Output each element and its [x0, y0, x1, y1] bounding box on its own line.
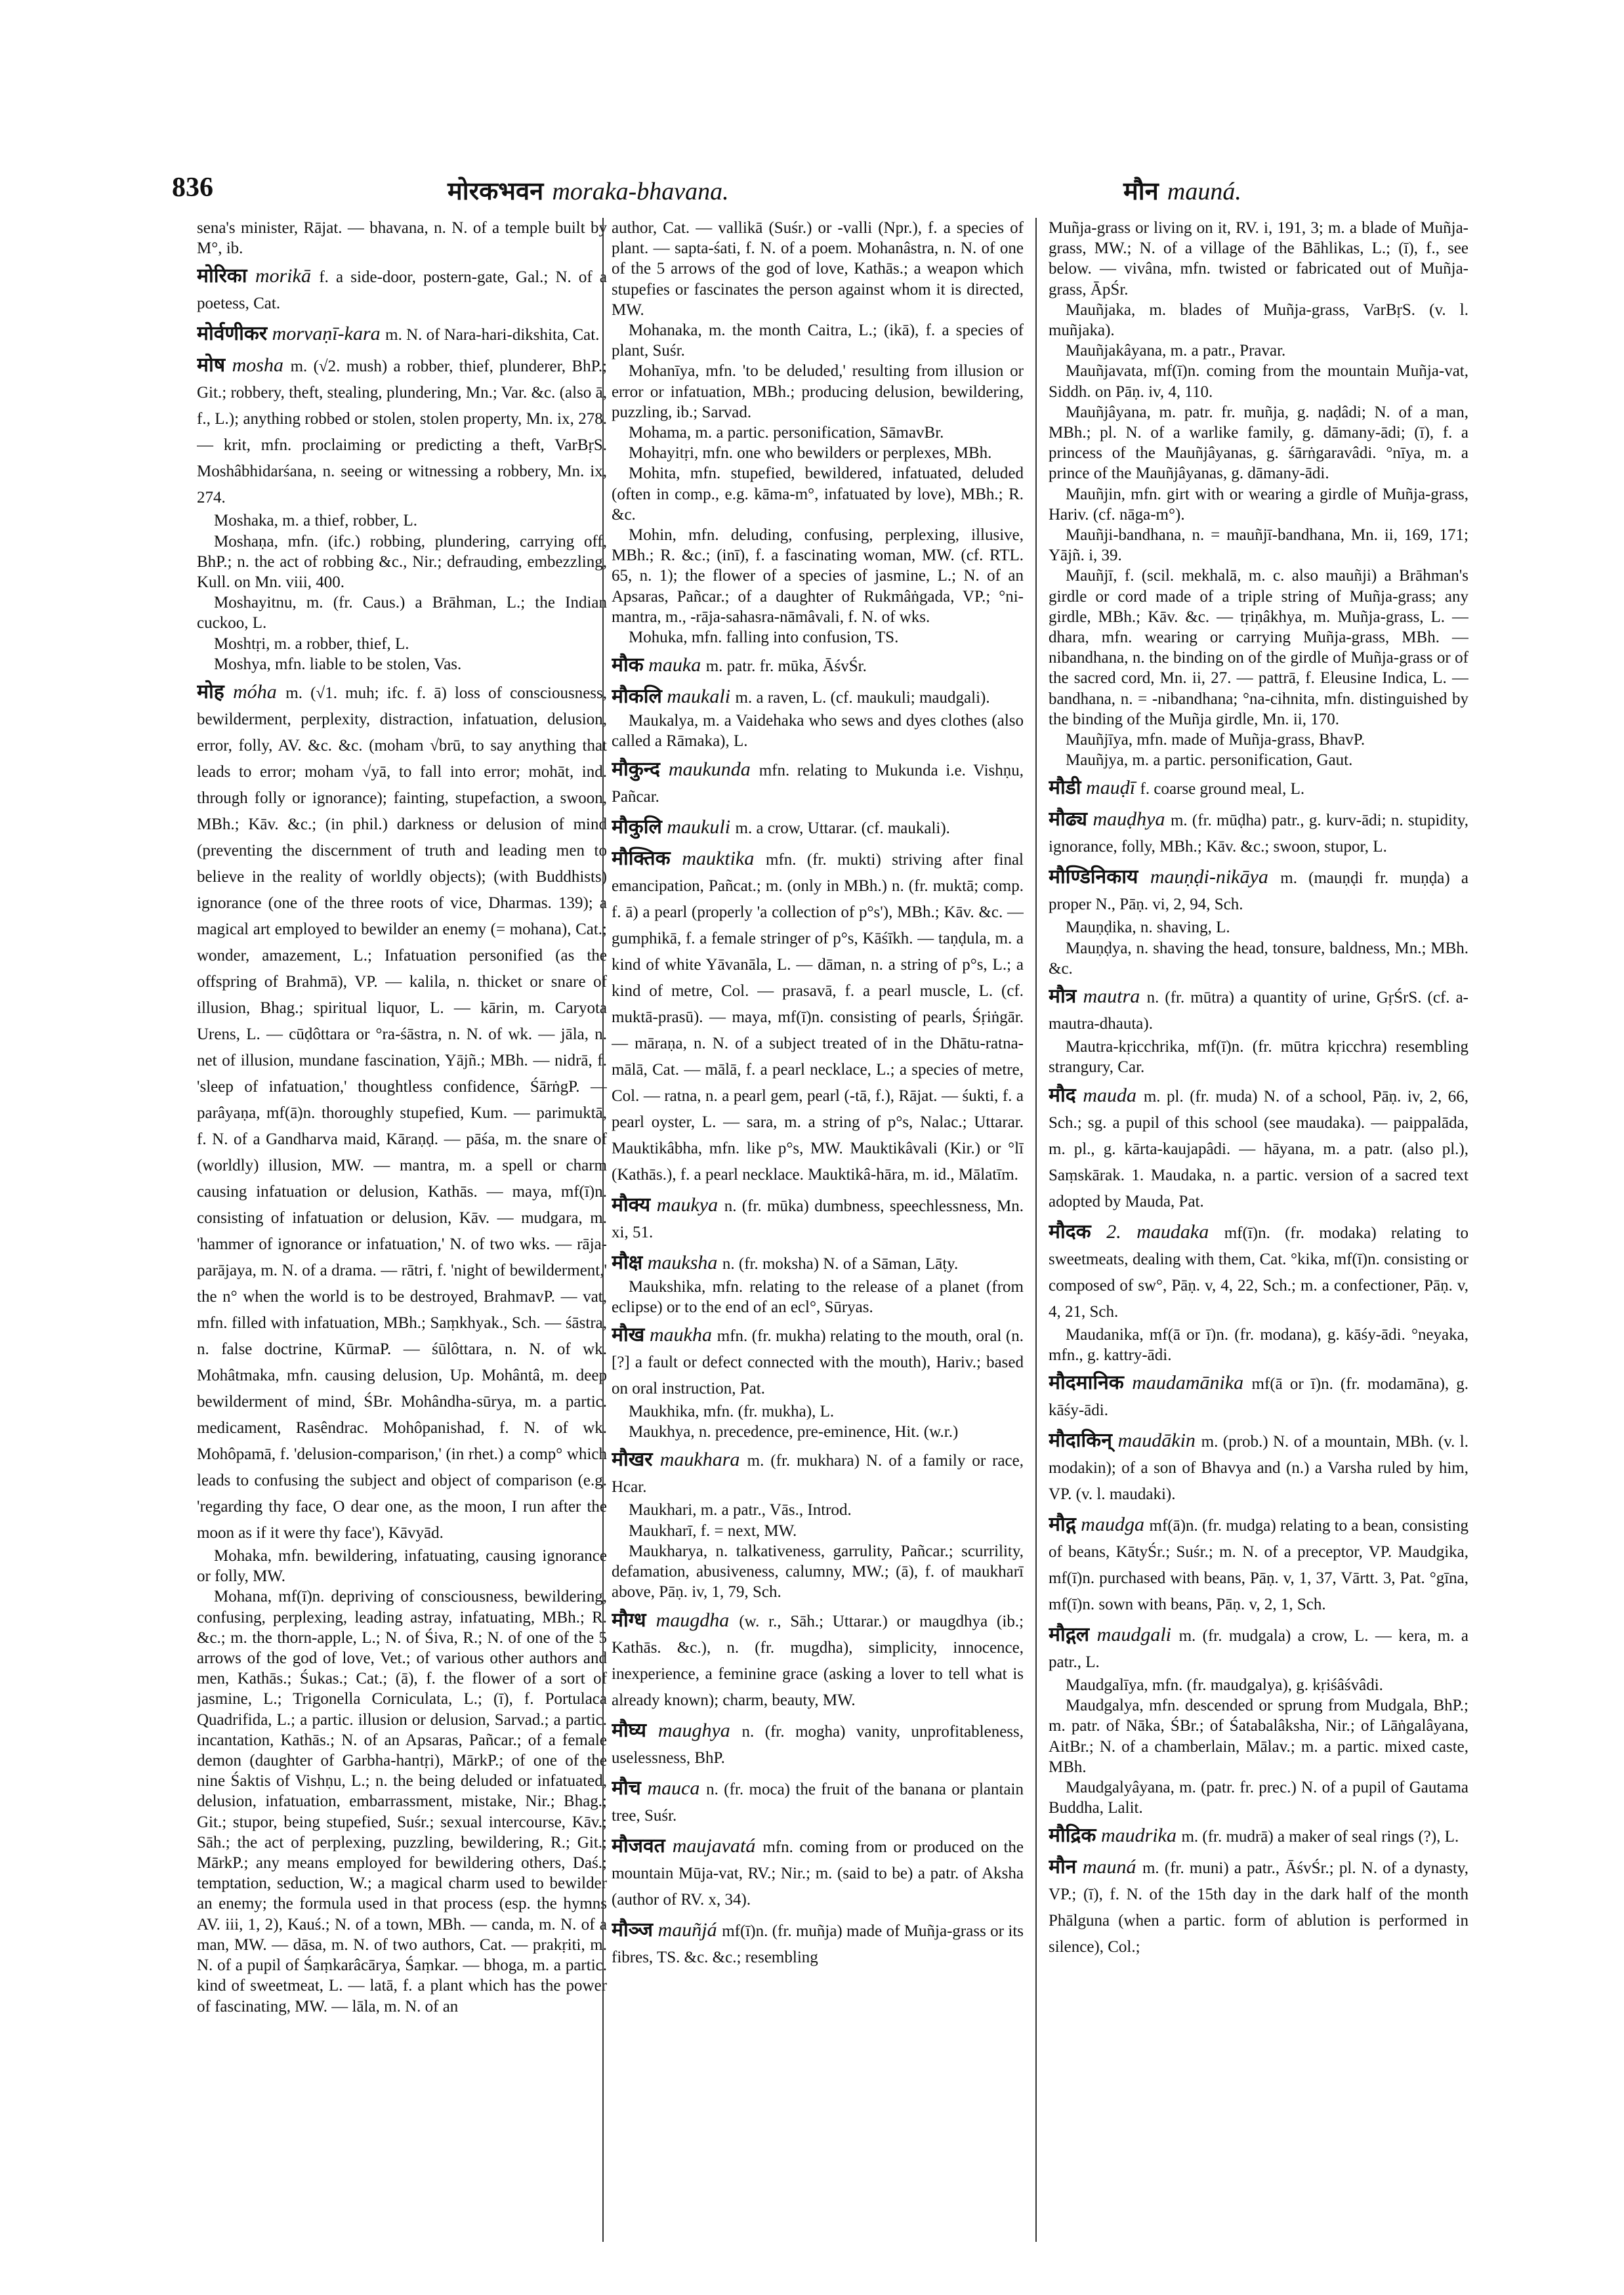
entry-text: Mauñjavata, mf(ī)n. coming from the mountain Muñja-vat, Siddh. on Pāṇ. iv, 4, 110.: [1049, 362, 1468, 401]
entry-definition: n. (fr. moksha) N. of a Sāman, Lāṭy.: [722, 1254, 959, 1273]
dictionary-entry: [197, 1546, 607, 1586]
dictionary-entry: [1049, 341, 1468, 361]
headword-transliteration: maudamānika: [1132, 1371, 1244, 1394]
entry-definition: mf(ī)n. (fr. modaka) relating to sweetmeats, dealing with them, Cat. °kika, mf(ī)n. consisting or composed of sw°, Pāṇ. v, 4, 22, Sch.; m. a confectioner, Pāṇ. v, 4, 21, Sch.: [1049, 1224, 1468, 1321]
dictionary-entry: [1049, 402, 1468, 484]
headword-devanagari: मोष: [197, 354, 226, 377]
headword-transliteration: mauktika: [682, 847, 755, 869]
headword-transliteration: mauṇḍi-nikāya: [1150, 866, 1268, 888]
headword-transliteration: mauḍī: [1086, 777, 1136, 799]
dictionary-entry: [1049, 1855, 1468, 1960]
dictionary-entry: [197, 264, 607, 316]
dictionary-entry: [612, 627, 1024, 648]
column-2: [612, 218, 1024, 2252]
headword-transliteration: maukunda: [668, 758, 751, 780]
entry-text: Mohanaka, m. the month Caitra, L.; (ikā), f. a species of plant, Suśr.: [612, 321, 1024, 360]
dictionary-entry: [612, 1422, 1024, 1442]
headword-devanagari: मौण्डिनिकाय: [1049, 865, 1138, 889]
headword-transliteration: maukuli: [667, 816, 731, 838]
entry-text: Maukharī, f. = next, MW.: [629, 1521, 797, 1540]
headword-devanagari: मौत्र: [1049, 985, 1077, 1008]
entry-text: Mauñjya, m. a partic. personification, Gaut.: [1066, 751, 1353, 770]
headword-devanagari: मोह: [197, 680, 224, 704]
dictionary-entry: [1049, 730, 1468, 750]
entry-definition: m. a crow, Uttarar. (cf. maukali).: [735, 819, 950, 837]
entry-text: Mautra-kṛicchrika, mf(ī)n. (fr. mūtra kṛicchra) resembling strangury, Car.: [1049, 1038, 1468, 1077]
headword-devanagari: मोरिका: [197, 264, 247, 288]
headword-devanagari: मोर्वणीकर: [197, 322, 268, 346]
entry-text: Mauṇḍika, n. shaving, L.: [1066, 919, 1230, 937]
entry-definition: m. a raven, L. (cf. maukuli; maudgali).: [735, 689, 990, 707]
dictionary-entry: [612, 815, 1024, 841]
headword-transliteration: maudākin: [1117, 1429, 1196, 1451]
entry-text: Mauñjīya, mfn. made of Muñja-grass, BhavP.: [1066, 731, 1365, 749]
running-head-left: [448, 173, 729, 207]
entry-text: Mohanīya, mfn. 'to be deluded,' resulting from illusion or error or infatuation, MBh.; producing delusion, bewildering, puzzling, ib.; Sarvad.: [612, 362, 1024, 421]
dictionary-entry: [197, 1586, 607, 2016]
dictionary-entry: [1049, 1083, 1468, 1214]
entry-definition: m. (mauṇḍi fr. muṇḍa) a proper N., Pāṇ. vi, 2, 94, Sch.: [1049, 869, 1468, 914]
dictionary-entry: [197, 353, 607, 510]
dictionary-entry: [1049, 984, 1468, 1037]
headword-devanagari: मौच: [612, 1776, 641, 1800]
column-1: [197, 218, 607, 2252]
headword-devanagari: मौद्रिक: [1049, 1824, 1096, 1848]
entry-definition: n. (fr. mūka) dumbness, speechlessness, Mn. xi, 51.: [612, 1197, 1024, 1241]
headword-devanagari: मौकलि: [612, 685, 662, 709]
dictionary-entry: [612, 1718, 1024, 1771]
dictionary-entry: [612, 1323, 1024, 1401]
entry-definition: mfn. (fr. mukti) striving after final emancipation, Pañcat.; m. (only in MBh.) n. (fr. muktā; comp. f. ā) a pearl (properly 'a collection of p°s'), MBh.; Kāv. &c. — gumphikā, f. a female stringer of p°s, Kāśīkh. — taṇḍula, m. a kind of white Yāvanāla, L. — dāman, n. a string of p°s, L.; a kind of metre, Col. — prasavā, f. a pearl muscle, L. (cf. muktā-prasū). — maya, mf(ī)n. consisting of pearls, Śṛiṅgār. — māraṇa, n. N. of a subject treated of in the Dhātu-ratna-mālā, Cat. — mālā, f. a pearl necklace, L.; a species of metre, Col. — ratna, n. a pearl gem, pearl (-tā, f.), Rājat. — śukti, f. a pearl oyster, L. — sara, m. a string of p°s, Nalac.; Uttarar. Mauktikâbha, mfn. like p°s, MW. Mauktikâvali (Kir.) or °lī (Kathās.), f. a pearl necklace. Mauktikâ-hāra, m. id., Mālatīm.: [612, 850, 1024, 1184]
entry-text: Maukshika, mfn. relating to the release of a planet (from eclipse) or to the end of an ecl°, Sūryas.: [612, 1277, 1024, 1316]
dictionary-entry: [612, 1251, 1024, 1277]
headword-devanagari: मौख: [612, 1323, 645, 1347]
dictionary-entry: [612, 711, 1024, 751]
dictionary-entry: [1049, 775, 1468, 802]
entry-text: Mohaka, mfn. bewildering, infatuating, causing ignorance or folly, MW.: [197, 1547, 607, 1586]
headword-devanagari: मौक्य: [612, 1193, 651, 1216]
headword-devanagari: मौघ्य: [612, 1718, 647, 1742]
dictionary-entry: [1049, 1220, 1468, 1325]
headword-transliteration: mautra: [1083, 985, 1140, 1008]
dictionary-entry: [612, 1277, 1024, 1317]
entry-text: Maukharya, n. talkativeness, garrulity, Pañcar.; scurrility, defamation, abusiveness, calumny, MW.; (ā), f. of maukharī above, Pāṇ. iv, 1, 79, Sch.: [612, 1542, 1024, 1602]
entry-text: Mauñjâyana, m. patr. fr. muñja, g. naḍâdi; N. of a man, MBh.; pl. N. of a warlike family, g. dāmany-ādi; (ī), f. a princess of the Mauñjâyanas, g. śārṅgaravâdi. °nīya, m. a prince of the Mauñjâyanas, g. dāmany-ādi.: [1049, 403, 1468, 483]
dictionary-entry: [1049, 1695, 1468, 1777]
headword-devanagari: मौक्ष: [612, 1251, 643, 1274]
entry-text: Mohin, mfn. deluding, confusing, perplexing, illusive, MBh.; R. &c.; (inī), f. a fascinating woman, MW. (cf. RTL. 65, n. 1); the flower of a species of jasmine, L.; N. of an Apsaras, Pañcar.; of a daughter of Rukmâṅgada, VP.; °ni-mantra, m., -rāja-sahasra-nāmâvali, f. N. of wks.: [612, 526, 1024, 626]
dictionary-entry: [1049, 361, 1468, 402]
headword-transliteration: maudrika: [1100, 1825, 1176, 1847]
entry-text: Mauṇḍya, n. shaving the head, tonsure, baldness, Mn.; MBh. &c.: [1049, 939, 1468, 978]
entry-definition: mfn. (fr. mukha) relating to the mouth, oral (n. [?] a fault or defect connected with the mouth), Hariv.; based on oral instruction, Pat.: [612, 1327, 1024, 1398]
headword-transliteration: morikā: [255, 265, 311, 287]
dictionary-entry: [612, 423, 1024, 443]
dictionary-entry: [612, 525, 1024, 627]
entry-text: Maukhya, n. precedence, pre-eminence, Hit. (w.r.): [629, 1423, 959, 1441]
headword-devanagari: मौदाकिन्: [1049, 1428, 1112, 1452]
dictionary-entry: [612, 1541, 1024, 1603]
dictionary-entry: [1049, 300, 1468, 341]
page-header: [172, 172, 1478, 211]
dictionary-entry: [612, 1918, 1024, 1970]
entry-definition: m. N. of Nara-hari-dikshita, Cat.: [385, 326, 600, 344]
entry-definition: m. (fr. mūḍha) patr., g. kurv-ādi; n. stupidity, ignorance, folly, MBh.; Kāv. &c.; swoon, stupor, L.: [1049, 812, 1468, 856]
headword-transliteration: maugdha: [656, 1609, 730, 1631]
dictionary-entry: [612, 1447, 1024, 1500]
entry-definition: f. a side-door, postern-gate, Gal.; N. of a poetess, Cat.: [197, 268, 607, 313]
dictionary-entry: [612, 1193, 1024, 1245]
entry-text: Maudgalya, mfn. descended or sprung from Mudgala, BhP.; m. patr. of Nāka, ŚBr.; of Śatabalâksha, Nir.; of Lāṅgalâyana, AitBr.; N. of a chamberlain, Mālav.; m. a partic. mixed caste, MBh.: [1049, 1697, 1468, 1776]
column-3: [1049, 218, 1468, 2252]
entry-text: Mohama, m. a partic. personification, SāmavBr.: [629, 424, 944, 442]
dictionary-entry: [612, 757, 1024, 810]
dictionary-entry: [197, 634, 607, 654]
dictionary-entry: [1049, 750, 1468, 770]
headword-devanagari: मौदमानिक: [1049, 1371, 1124, 1394]
running-head-right-roman: mauná.: [1167, 178, 1241, 205]
entry-definition: n. (fr. mogha) vanity, unprofitableness, uselessness, BhP.: [612, 1722, 1024, 1767]
headword-transliteration: mauná: [1082, 1856, 1136, 1878]
headword-transliteration: maukhara: [659, 1449, 740, 1471]
entry-text: Moshaka, m. a thief, robber, L.: [214, 512, 418, 530]
dictionary-entry: [1049, 865, 1468, 917]
running-head-right: [1123, 173, 1241, 207]
entry-text: Muñja-grass or living on it, RV. i, 191, 3; m. a blade of Muñja-grass, MW.; N. of a village of the Bāhlikas, L.; (ī), f., see below. — vivâna, mfn. twisted or fabricated out of Muñja-grass, ĀpŚr.: [1049, 219, 1468, 299]
headword-transliteration: morvaṇī-kara: [272, 323, 381, 345]
entry-definition: mf(ā or ī)n. (fr. modamāna), g. kāśy-ādi.: [1049, 1375, 1468, 1419]
running-head-right-devanagari: मौन: [1123, 176, 1159, 205]
dictionary-entry: [1049, 938, 1468, 979]
headword-transliteration: mauñjá: [657, 1918, 717, 1941]
column-divider-1: [602, 218, 604, 2242]
headword-transliteration: maukha: [650, 1324, 712, 1346]
entry-definition: m. (√1. muh; ifc. f. ā) loss of consciousness, bewilderment, perplexity, distraction, infatuation, delusion, error, folly, AV. &c. &c. (moham √brū, to say anything that leads to error; moham √yā, to fall into error; mohāt, ind. through folly or ignorance); fainting, stupefaction, a swoon, MBh.; Kāv. &c.; (in phil.) darkness or delusion of mind (preventing the discernment of truth and leading men to believe in the reality of worldly objects); (with Buddhists) ignorance (one of the three roots of vice, Dharmas. 139); a magical art employed to bewilder an enemy (= mohana), Cat.; wonder, amazement, L.; Infatuation personified (as the offspring of Brahmā), VP. — kalila, n. thicket or snare of illusion, Bhag.; spiritual liquor, L. — kārin, m. Caryota Urens, L. — cūḍôttara or °ra-śāstra, n. N. of wk. — jāla, n. net of illusion, mundane fascination, Yājñ.; MBh. — nidrā, f. 'sleep of infatuation,' thoughtless confidence, ŚārṅgP. — parâyaṇa, mf(ā)n. thoroughly stupefied, Kum. — parimuktā, f. N. of a Gandharva maid, Kāraṇḍ. — pāśa, m. the snare of (worldly) illusion, MW. — mantra, m. a spell or charm causing infatuation or delusion, Kathās. — maya, mf(ī)n. consisting of infatuation or delusion, Kāv. — mudgara, m. 'hammer of ignorance or infatuation,' N. of two wks. — rāja-parājaya, m. N. of a drama. — rātri, f. 'night of bewilderment,' the n° when the world is to be destroyed, BrahmavP. — vat, mfn. filled with infatuation, MBh.; Saṃkhyak., Sch. — śāstra, n. false doctrine, KūrmaP. — śūlôttara, n. N. of wk. Mohâtmaka, mfn. causing delusion, Up. Mohântâ, m. deep bewilderment of mind, ŚBr. Mohândha-sūrya, m. a partic. medicament, Rasêndrac. Mohôpanishad, f. N. of wk. Mohôpamā, f. 'delusion-comparison,' (in rhet.) a comp° which leads to confusing the subject and object of comparison (e.g. 'regarding thy face, O dear one, as the moon, I run after the moon as if it were thy face'), Kāvyād.: [197, 684, 607, 1542]
dictionary-entry: [612, 1834, 1024, 1912]
entry-text: Maudanika, mf(ā or ī)n. (fr. modana), g. kāśy-ādi. °neyaka, mfn., g. kattry-ādi.: [1049, 1325, 1468, 1364]
dictionary-entry: [1049, 525, 1468, 566]
dictionary-entry: [197, 680, 607, 1546]
entry-text: Moshtṛi, m. a robber, thief, L.: [214, 634, 409, 653]
page-number: 836: [172, 173, 213, 203]
entry-definition: m. pl. (fr. muda) N. of a school, Pāṇ. iv, 2, 66, Sch.; sg. a pupil of this school (see maudaka). — paippalāda, m. pl., g. kārta-kaujapâdi. — hāyana, m. a patr. (also pl.), Saṃskārak. 1. Maudaka, n. a partic. version of a sacred text adopted by Mauda, Pat.: [1049, 1087, 1468, 1210]
dictionary-entry: [612, 1521, 1024, 1541]
entry-definition: mf(ā)n. (fr. mudga) relating to a bean, consisting of beans, KātyŚr.; Suśr.; m. N. of a preceptor, VP. Maudgika, mf(ī)n. purchased with beans, Pāṇ. v, 1, 37, Vārtt. 3, Pat. °gīna, mf(ī)n. sown with beans, Pāṇ. v, 2, 1, Sch.: [1049, 1516, 1468, 1613]
entry-definition: m. (prob.) N. of a mountain, MBh. (v. l. modakin); of a son of Bhavya and (n.) a Varsha ruled by him, VP. (v. l. maudaki).: [1049, 1432, 1468, 1503]
dictionary-entry: [612, 684, 1024, 711]
dictionary-entry: [197, 592, 607, 633]
entry-text: Mauñjī, f. (scil. mekhalā, m. c. also mauñji) a Brāhman's girdle or cord made of a triple string of Muñja-grass; any girdle, MBh.; Kāv. &c. — tṛiṇâkhya, m. Muñja-grass, L. — dhara, mfn. wearing or carrying Muñja-grass, MBh. — nibandhana, n. the binding on of the girdle of Muñja-grass or of the sacred cord, Mn. ii, 27. — pattrā, f. Eleusine Indica, L. — bandhana, n. = -nibandhana; °na-cihnita, mfn. distinguished by the binding of the Muñja girdle, Mn. ii, 170.: [1049, 567, 1468, 728]
headword-transliteration: mauca: [647, 1777, 700, 1799]
headword-transliteration: móha: [233, 681, 277, 703]
entry-text: Mohita, mfn. stupefied, bewildered, infatuated, deluded (often in comp., e.g. kāma-m°, infatuated by love), MBh.; R. &c.: [612, 465, 1024, 524]
headword-devanagari: मौद: [1049, 1083, 1076, 1107]
dictionary-entry: [1049, 484, 1468, 525]
headword-devanagari: मौकुलि: [612, 815, 662, 838]
headword-devanagari: मौकुन्द: [612, 757, 660, 781]
dictionary-entry: [612, 320, 1024, 361]
headword-devanagari: मौग्ध: [612, 1608, 646, 1632]
headword-transliteration: maudga: [1081, 1513, 1144, 1535]
headword-devanagari: मौञ्ज: [612, 1918, 653, 1941]
entry-definition: mfn. relating to Mukunda i.e. Vishṇu, Pañcar.: [612, 761, 1024, 806]
headword-transliteration: maudgali: [1096, 1623, 1171, 1645]
headword-devanagari: मौढ्य: [1049, 808, 1087, 831]
entry-definition: m. (fr. mudrā) a maker of seal rings (?), L.: [1181, 1828, 1459, 1846]
headword-devanagari: मौद्गल: [1049, 1623, 1090, 1646]
headword-transliteration: maujavatá: [672, 1834, 756, 1857]
dictionary-entry: [612, 218, 1024, 320]
entry-text: Mauñjin, mfn. girt with or wearing a girdle of Muñja-grass, Hariv. (cf. nāga-m°).: [1049, 485, 1468, 524]
entry-definition: m. (√2. mush) a robber, thief, plunderer, BhP.; Git.; robbery, theft, stealing, plundering, Mn.; Var. &c. (also ā, f., L.); anything robbed or stolen, stolen property, Mn. ix, 278. — krit, mfn. proclaiming or predicting a theft, VarBṛS. Moshâbhidarśana, n. seeing or witnessing a robbery, Mn. ix, 274.: [197, 358, 607, 507]
dictionary-entry: [612, 1500, 1024, 1520]
dictionary-entry: [1049, 1777, 1468, 1818]
headword-devanagari: मौखर: [612, 1448, 653, 1472]
running-head-left-devanagari: मोरकभवन: [448, 176, 544, 205]
dictionary-entry: [1049, 1371, 1468, 1423]
dictionary-entry: [612, 653, 1024, 679]
dictionary-entry: [1049, 1428, 1468, 1507]
dictionary-entry: [612, 1401, 1024, 1422]
running-head-left-roman: moraka-bhavana.: [552, 178, 729, 205]
dictionary-entry: [1049, 1325, 1468, 1365]
headword-transliteration: mauḍhya: [1093, 808, 1165, 831]
entry-text: author, Cat. — vallikā (Suśr.) or -valli (Npr.), f. a species of plant. — sapta-śati, f. N. of a poem. Mohanâstra, n. N. of one of the 5 arrows of the god of love, Kathās.; a weapon which stupefies or fascinates the person against whom it is directed, MW.: [612, 219, 1024, 319]
headword-transliteration: mauda: [1083, 1084, 1137, 1106]
dictionary-entry: [612, 463, 1024, 525]
headword-devanagari: मौक्तिक: [612, 846, 671, 870]
dictionary-entry: [1049, 218, 1468, 300]
entry-text: Mohuka, mfn. falling into confusion, TS.: [629, 629, 899, 647]
dictionary-entry: [197, 218, 607, 258]
headword-devanagari: मौजवत: [612, 1834, 665, 1857]
dictionary-entry: [612, 361, 1024, 423]
headword-transliteration: mauksha: [647, 1251, 718, 1273]
entry-text: sena's minister, Rājat. — bhavana, n. N. of a temple built by M°, ib.: [197, 219, 607, 258]
entry-text: Mohana, mf(ī)n. depriving of consciousness, bewildering, confusing, perplexing, leading astray, infatuating, MBh.; R. &c.; m. the thorn-apple, L.; N. of Śiva, R.; N. of one of the 5 arrows of the god of love, Vet.; of various other authors and men, Kathās.; Śukas.; Cat.; (ā), f. the flower of a sort of jasmine, L.; Trigonella Corniculata, L.; (ī), f. Portulaca Quadrifida, L.; a partic. illusion or delusion, Sarvad.; a partic. incantation, Kathās.; N. of an Apsaras, Pañcar.; of a female demon (daughter of Garbha-hantṛi), MārkP.; of one of the nine Śaktis of Vishṇu, L.; n. the being deluded or infatuated, delusion, infatuation, embarrassment, mistake, Nir.; Bhag.; Git.; stupor, being stupefied, Suśr.; sexual intercourse, Kāv.; Sāh.; the act of perplexing, puzzling, bewildering, R.; Git.; MārkP.; any means employed for bewildering others, Daś.; temptation, seduction, W.; a magical charm used to bewilder an enemy; the formula used in that process (esp. the hymns AV. iii, 1, 2), Kauś.; N. of a town, MBh. — canda, m. N. of a man, MW. — dāsa, m. N. of two authors, Cat. — prakṛiti, m. N. of a pupil of Śaṃkarâcārya, Śaṃkar. — bhoga, m. a partic. kind of sweetmeat, L. — latā, f. a plant which has the power of fascinating, MW. — lāla, m. N. of an: [197, 1588, 607, 2016]
entry-definition: mf(ī)n. (fr. muñja) made of Muñja-grass or its fibres, TS. &c. &c.; resembling: [612, 1922, 1024, 1966]
dictionary-entry: [1049, 917, 1468, 938]
entry-text: Maudgalyâyana, m. (patr. fr. prec.) N. of a pupil of Gautama Buddha, Lalit.: [1049, 1778, 1468, 1817]
headword-transliteration: maukya: [656, 1193, 718, 1216]
column-divider-2: [1035, 218, 1037, 2242]
headword-devanagari: मौडी: [1049, 776, 1081, 800]
headword-devanagari: मौन: [1049, 1855, 1077, 1879]
dictionary-entry: [197, 510, 607, 531]
entry-text: Moshayitnu, m. (fr. Caus.) a Brāhman, L.; the Indian cuckoo, L.: [197, 594, 607, 632]
headword-transliteration: mosha: [232, 354, 283, 377]
entry-definition: m. patr. fr. mūka, ĀśvŚr.: [705, 657, 867, 676]
dictionary-entry: [1049, 1623, 1468, 1675]
entry-text: Mauñjaka, m. blades of Muñja-grass, VarBṛS. (v. l. muñjaka).: [1049, 300, 1468, 340]
dictionary-entry: [612, 1608, 1024, 1713]
entry-text: Mauñjakâyana, m. a patr., Pravar.: [1066, 342, 1286, 360]
dictionary-entry: [197, 531, 607, 593]
headword-devanagari: मौद्ग: [1049, 1512, 1076, 1536]
dictionary-entry: [1049, 1512, 1468, 1617]
dictionary-entry: [612, 1776, 1024, 1829]
entry-text: Mauñji-bandhana, n. = mauñjī-bandhana, Mn. ii, 169, 171; Yājñ. i, 39.: [1049, 526, 1468, 565]
entry-definition: n. (fr. mūtra) a quantity of urine, GṛŚrS. (cf. a-mautra-dhauta).: [1049, 989, 1468, 1033]
entry-definition: (w. r., Sāh.; Uttarar.) or maugdhya (ib.; Kathās. &c.), n. (fr. mugdha), simplicity, innocence, inexperience, a feminine grace (asking a lover to tell what is already known); charm, beauty, MW.: [612, 1612, 1024, 1709]
entry-text: Moshaṇa, mfn. (ifc.) robbing, plundering, carrying off, BhP.; n. the act of robbing &c., Nir.; defrauding, embezzling, Kull. on Mn. viii, 400.: [197, 532, 607, 592]
entry-text: Maudgalīya, mfn. (fr. maudgalya), g. kṛiśâśvâdi.: [1066, 1676, 1383, 1694]
dictionary-entry: [1049, 1823, 1468, 1850]
entry-definition: m. (fr. mudgala) a crow, L. — kera, m. a patr., L.: [1049, 1626, 1468, 1671]
headword-devanagari: मौदक: [1049, 1220, 1091, 1243]
headword-transliteration: 2. maudaka: [1106, 1220, 1209, 1243]
dictionary-entry: [1049, 1037, 1468, 1077]
dictionary-entry: [197, 654, 607, 674]
entry-text: Maukhika, mfn. (fr. mukha), L.: [629, 1403, 835, 1421]
dictionary-entry: [612, 846, 1024, 1188]
dictionary-entry: [612, 443, 1024, 463]
entry-text: Mohayitṛi, mfn. one who bewilders or perplexes, MBh.: [629, 444, 992, 463]
dictionary-entry: [197, 321, 607, 348]
entry-definition: m. (fr. muni) a patr., ĀśvŚr.; pl. N. of a dynasty, VP.; (ī), f. N. of the 15th day in the dark half of the month Phālguna (when a partic. form of ablution is performed in silence), Col.;: [1049, 1859, 1468, 1956]
entry-definition: n. (fr. moca) the fruit of the banana or plantain tree, Suśr.: [612, 1780, 1024, 1825]
entry-definition: m. (fr. mukhara) N. of a family or race, Hcar.: [612, 1452, 1024, 1497]
dictionary-entry: [1049, 807, 1468, 859]
dictionary-entry: [1049, 1675, 1468, 1695]
entry-text: Moshya, mfn. liable to be stolen, Vas.: [214, 655, 462, 673]
dictionary-entry: [1049, 566, 1468, 730]
headword-transliteration: maukali: [667, 686, 731, 708]
entry-text: Maukalya, m. a Vaidehaka who sews and dyes clothes (also called a Rāmaka), L.: [612, 712, 1024, 751]
headword-transliteration: maughya: [657, 1719, 730, 1741]
entry-definition: mfn. coming from or produced on the mountain Mūja-vat, RV.; Nir.; m. (said to be) a patr. of Aksha (author of RV. x, 34).: [612, 1838, 1024, 1909]
entry-definition: f. coarse ground meal, L.: [1140, 780, 1305, 798]
headword-devanagari: मौक: [612, 653, 644, 677]
headword-transliteration: mauka: [648, 654, 701, 676]
entry-text: Maukhari, m. a patr., Vās., Introd.: [629, 1501, 852, 1520]
